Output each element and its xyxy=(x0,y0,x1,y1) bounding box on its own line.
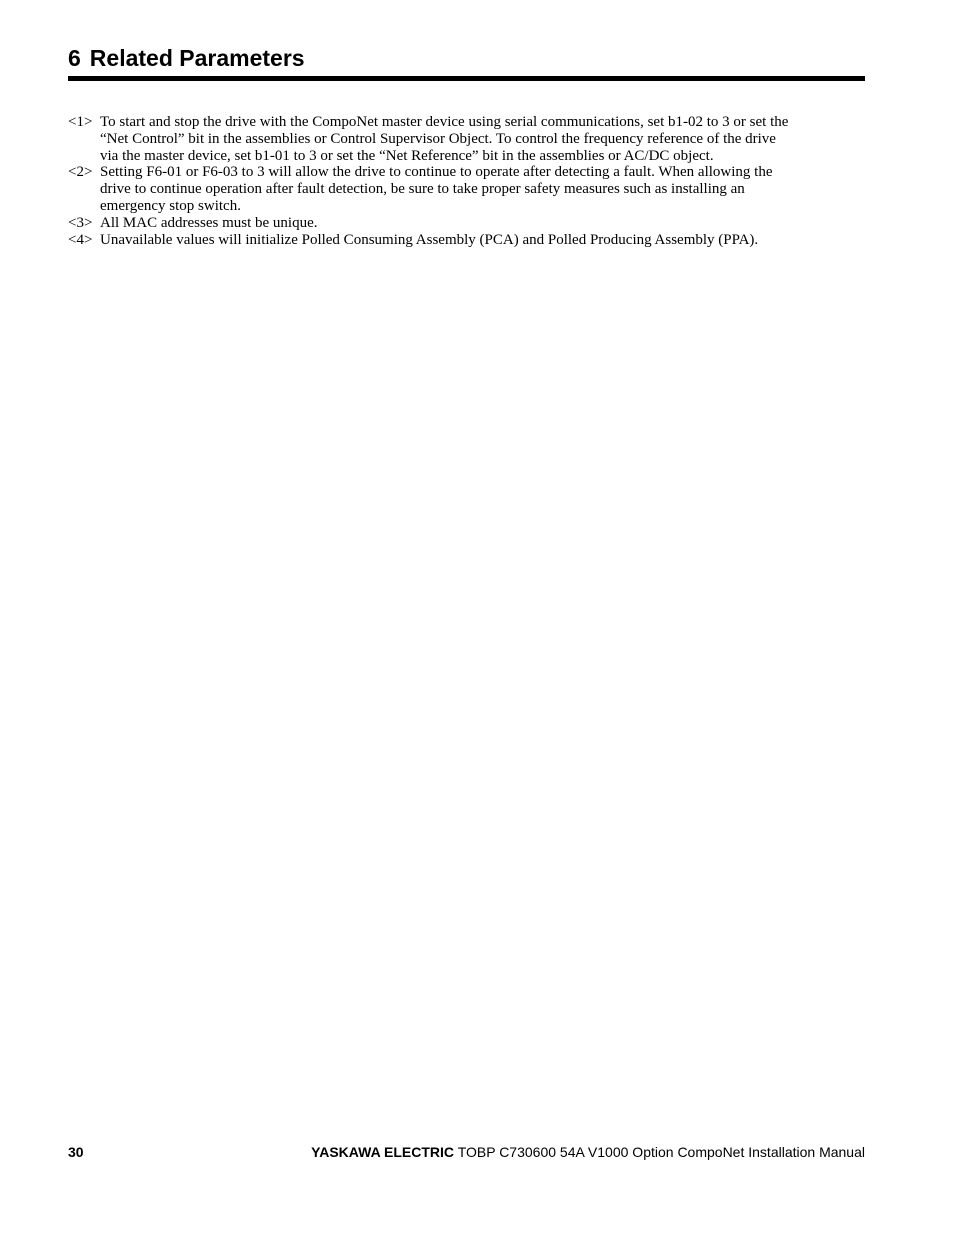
note-2 xyxy=(68,164,868,214)
header-rule xyxy=(68,76,865,81)
notes-list xyxy=(68,114,868,248)
note-marker: <3> xyxy=(68,214,93,231)
section-header xyxy=(68,44,865,81)
note-line: via the master device, set b1-01 to 3 or set the “Net Reference” bit in the assemblies or AC/DC object. xyxy=(100,147,714,164)
section-title xyxy=(68,44,865,72)
footer-document-title: TOBP C730600 54A V1000 Option CompoNet Installation Manual xyxy=(457,1144,865,1160)
note-1 xyxy=(68,114,868,164)
note-line: drive to continue operation after fault detection, be sure to take proper safety measures such as installing an xyxy=(100,181,745,198)
note-marker: <1> xyxy=(68,114,93,130)
footer-brand: YASKAWA ELECTRIC xyxy=(311,1144,455,1160)
note-line: Setting F6-01 or F6-03 to 3 will allow the drive to continue to operate after detecting a fault. When allowing the xyxy=(100,164,773,181)
note-line: All MAC addresses must be unique. xyxy=(100,214,318,231)
note-3 xyxy=(68,215,868,232)
section-number: 6 xyxy=(68,45,81,71)
footer-document-info xyxy=(311,1142,865,1162)
page-number: 30 xyxy=(68,1144,84,1160)
section-title-text: Related Parameters xyxy=(89,45,305,71)
note-marker: <2> xyxy=(68,164,93,181)
note-line: Unavailable values will initialize Polled Consuming Assembly (PCA) and Polled Producing Assembly (PPA). xyxy=(100,231,759,248)
page-footer xyxy=(68,1142,865,1162)
note-line: “Net Control” bit in the assemblies or Control Supervisor Object. To control the frequency reference of the drive xyxy=(100,130,776,147)
note-line: emergency stop switch. xyxy=(100,197,241,214)
note-line: To start and stop the drive with the CompoNet master device using serial communications, set b1-02 to 3 or set the xyxy=(100,114,789,130)
note-marker: <4> xyxy=(68,231,93,248)
note-4 xyxy=(68,232,868,249)
